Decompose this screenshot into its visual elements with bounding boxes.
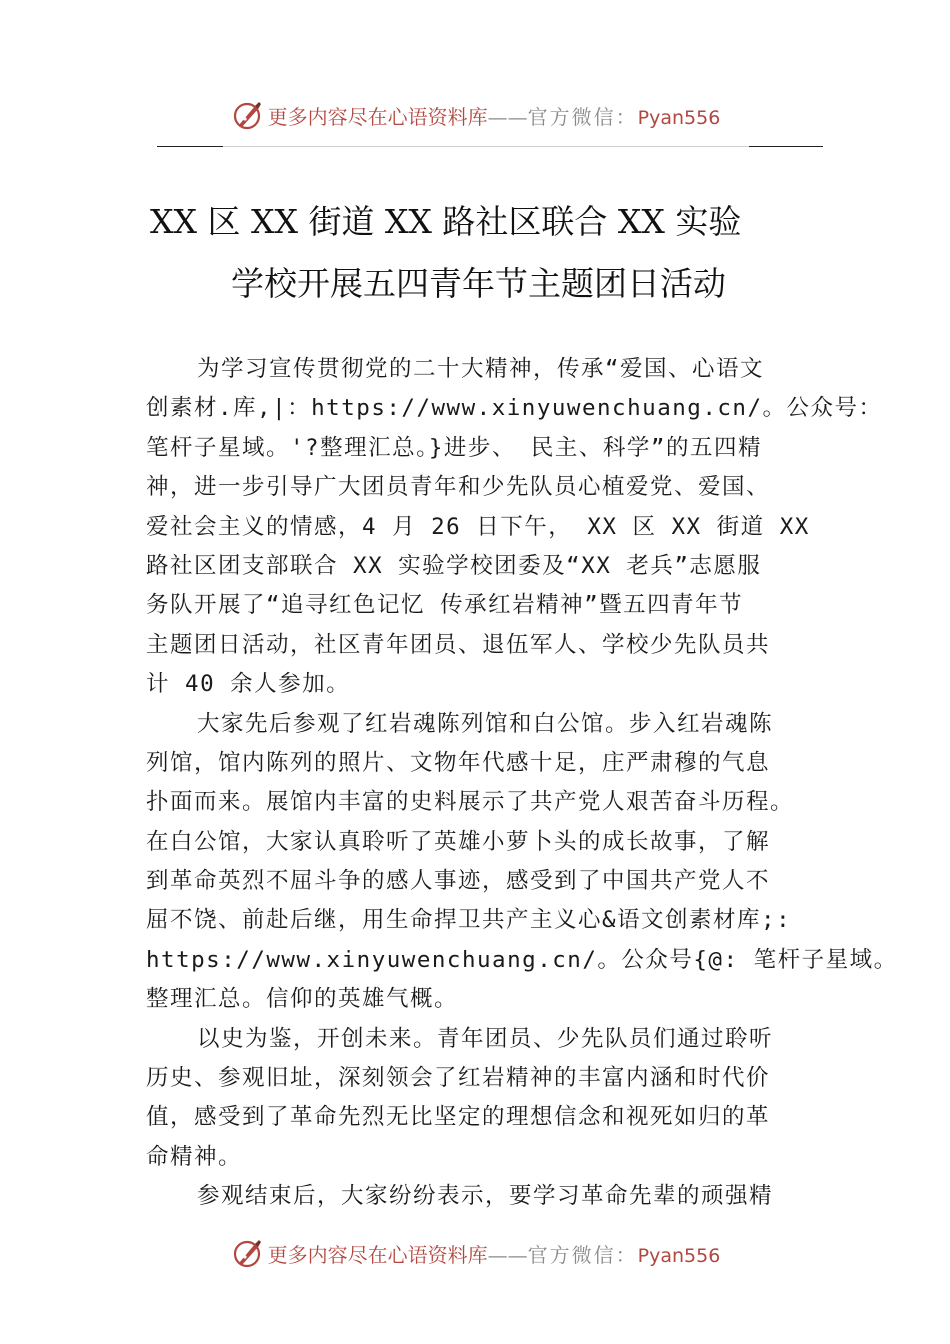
paragraph-line: 值，感受到了革命先烈无比坚定的理想信念和视死如归的革	[146, 1104, 771, 1131]
pen-nib-logo-icon	[230, 1236, 264, 1270]
header-rule-left	[157, 146, 223, 147]
paragraph-line: 历史、参观旧址，深刻领会了红岩精神的丰富内涵和时代价	[146, 1065, 771, 1092]
paragraph-line: 以史为鉴，开创未来。青年团员、少先队员们通过聆听	[197, 1025, 774, 1052]
paragraph-line: 主题团日活动，社区青年团员、退伍军人、学校少先队员共	[146, 631, 771, 658]
paragraph-line: 笔杆子星域。'?整理汇总。}进步、 民主、科学”的五四精	[146, 434, 762, 461]
header-banner-wechat-id: Pyan556	[637, 106, 721, 129]
paragraph-line: 爱社会主义的情感，4 月 26 日下午， XX 区 XX 街道 XX	[146, 513, 810, 540]
paragraph-line: 命精神。	[146, 1143, 243, 1170]
paragraph-2	[146, 705, 898, 1020]
footer-banner	[0, 1233, 950, 1273]
footer-banner-wechat-id: Pyan556	[637, 1244, 721, 1267]
document-title-line-1: XX 区 XX 街道 XX 路社区联合 XX 实验	[150, 202, 742, 241]
header-rule-right	[749, 146, 823, 147]
paragraph-line: 路社区团支部联合 XX 实验学校团委及“XX 老兵”志愿服	[146, 552, 762, 579]
header-banner-slogan: 更多内容尽在心语资料库	[267, 104, 488, 129]
paragraph-line: 务队开展了“追寻红色记忆 传承红岩精神”暨五四青年节	[146, 592, 744, 619]
paragraph-line: 参观结束后，大家纷纷表示，要学习革命先辈的顽强精	[197, 1183, 774, 1210]
paragraph-line: 大家先后参观了红岩魂陈列馆和白公馆。步入红岩魂陈	[197, 710, 774, 737]
footer-banner-separator: ——	[487, 1242, 528, 1267]
paragraph-line: 创素材.库,|：https://www.xinyuwenchuang.cn/。公众号：	[146, 395, 883, 422]
paragraph-line: https://www.xinyuwenchuang.cn/。公众号{@: 笔杆子星域。	[146, 946, 898, 973]
paragraph-line: 屈不饶、前赴后继，用生命捍卫共产主义心&语文创素材库;:	[146, 907, 792, 934]
paragraph-line: 计 40 余人参加。	[146, 671, 351, 698]
header-banner-separator: ——	[487, 104, 528, 129]
paragraph-line: 整理汇总。信仰的英雄气概。	[146, 986, 459, 1013]
paragraph-3	[146, 1020, 811, 1178]
paragraph-4	[146, 1177, 811, 1216]
paragraph-1	[146, 350, 883, 705]
header-banner-wechat-label: 官方微信：	[527, 104, 638, 129]
header-rule-middle	[223, 146, 749, 147]
paragraph-line: 到革命英烈不屈斗争的感人事迹，感受到了中国共产党人不	[146, 868, 771, 895]
header-banner-text	[268, 101, 721, 130]
document-title-line-2: 学校开展五四青年节主题团日活动	[231, 264, 726, 303]
paragraph-line: 扑面而来。展馆内丰富的史料展示了共产党人艰苦奋斗历程。	[146, 789, 795, 816]
paragraph-line: 神，进一步引导广大团员青年和少先队员心植爱党、爱国、	[146, 474, 771, 501]
document-body	[146, 350, 898, 1217]
footer-banner-wechat-label: 官方微信：	[527, 1242, 638, 1267]
paragraph-line: 为学习宣传贯彻党的二十大精神，传承“爱国、心语文	[197, 356, 765, 382]
header-banner	[0, 95, 950, 135]
footer-banner-text	[268, 1239, 721, 1268]
paragraph-line: 在白公馆，大家认真聆听了英雄小萝卜头的成长故事，了解	[146, 828, 771, 855]
paragraph-line: 列馆，馆内陈列的照片、文物年代感十足，庄严肃穆的气息	[146, 749, 771, 776]
pen-nib-logo-icon	[230, 98, 264, 132]
footer-banner-slogan: 更多内容尽在心语资料库	[267, 1242, 488, 1267]
